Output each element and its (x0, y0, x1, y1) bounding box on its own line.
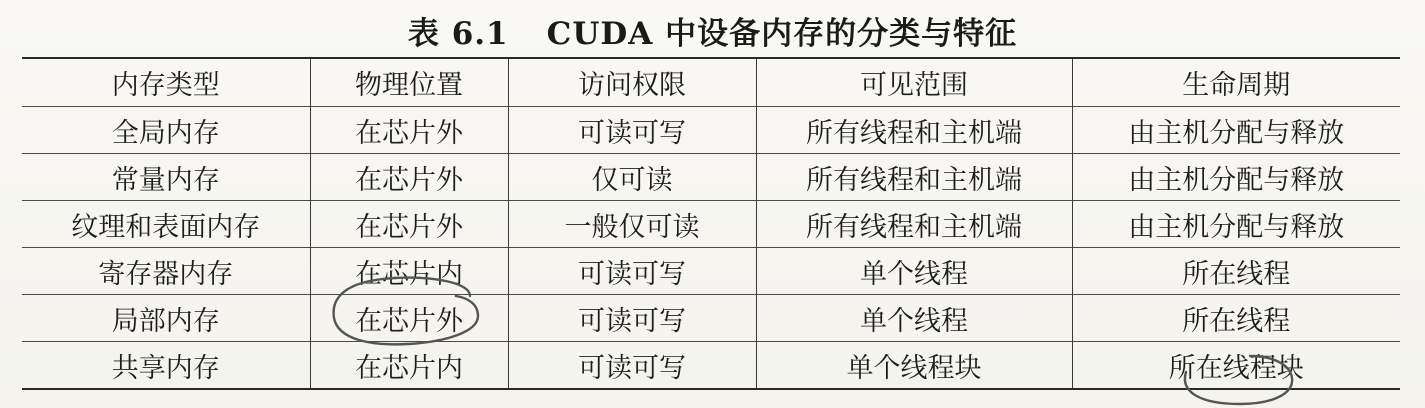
table-caption (0, 8, 1425, 53)
table-cell: 由主机分配与释放 (1072, 201, 1400, 248)
header-cell-location: 物理位置 (310, 58, 508, 107)
table-row (22, 248, 1400, 295)
table-cell-circled: 所在线程块 (1072, 342, 1400, 390)
table-cell: 常量内存 (22, 154, 310, 201)
header-cell-scope: 可见范围 (756, 58, 1072, 107)
table-cell-circled: 在芯片外 (310, 295, 508, 342)
table-cell: 在芯片外 (310, 201, 508, 248)
table-cell: 单个线程块 (756, 342, 1072, 390)
table-row (22, 154, 1400, 201)
table-cell: 由主机分配与释放 (1072, 107, 1400, 154)
header-cell-access: 访问权限 (508, 58, 756, 107)
header-cell-lifetime: 生命周期 (1072, 58, 1400, 107)
table-cell: 所在线程 (1072, 248, 1400, 295)
table-cell: 寄存器内存 (22, 248, 310, 295)
table-cell: 在芯片内 (310, 342, 508, 390)
table-cell: 由主机分配与释放 (1072, 154, 1400, 201)
table-cell: 全局内存 (22, 107, 310, 154)
caption-title: CUDA 中设备内存的分类与特征 (546, 16, 1018, 52)
table-cell: 单个线程 (756, 248, 1072, 295)
memory-table (22, 57, 1400, 390)
table-cell: 所有线程和主机端 (756, 154, 1072, 201)
table-cell: 仅可读 (508, 154, 756, 201)
table-cell: 局部内存 (22, 295, 310, 342)
table-row (22, 107, 1400, 154)
table-cell: 共享内存 (22, 342, 310, 390)
table-cell: 所有线程和主机端 (756, 201, 1072, 248)
header-row (22, 58, 1400, 107)
table-cell: 在芯片内 (310, 248, 508, 295)
table-cell: 可读可写 (508, 295, 756, 342)
caption-number: 表 6.1 (407, 16, 509, 52)
table-cell: 纹理和表面内存 (22, 201, 310, 248)
header-cell-memory-type: 内存类型 (111, 70, 220, 101)
table-cell: 可读可写 (508, 248, 756, 295)
table-cell: 所在线程 (1072, 295, 1400, 342)
table-cell: 可读可写 (508, 107, 756, 154)
table-row (22, 201, 1400, 248)
table-cell: 可读可写 (508, 342, 756, 390)
table-cell: 一般仅可读 (508, 201, 756, 248)
table-cell: 在芯片外 (310, 107, 508, 154)
table-cell: 单个线程 (756, 295, 1072, 342)
table-row (22, 342, 1400, 390)
table-cell: 在芯片外 (310, 154, 508, 201)
table-row (22, 295, 1400, 342)
table-cell: 所有线程和主机端 (756, 107, 1072, 154)
